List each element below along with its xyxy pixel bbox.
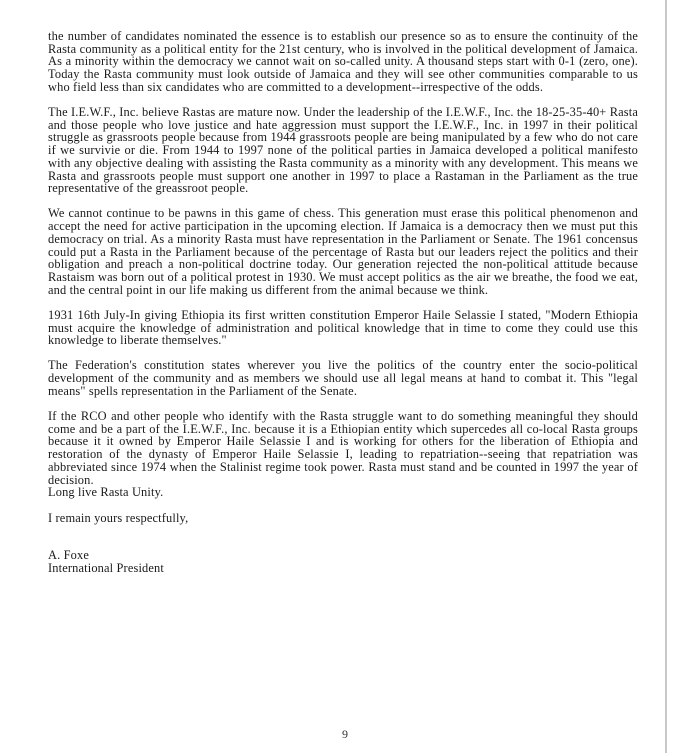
signatory-title: International President	[48, 560, 164, 575]
page-edge-divider	[665, 0, 667, 753]
signatory-name: A. Foxe	[48, 548, 89, 563]
paragraph-6: If the RCO and other people who identify with the Rasta struggle want to do something meaningful they should come and be a part of the I.E.W.F., Inc. because it is a Ethiopian entity which supercedes all co-local Rasta groups because it it owned by Emperor Haile Selassie I and is working for others for the liberation of Ethiopia and restoration of the dynasty of Emperor Haile Selassie I, leading to repatriation--seeing that repatriation was abbreviated since 1974 when the Stalinist regime took power. Rasta must stand and be counted in 1997 the year of decision.	[48, 409, 638, 487]
signature-block	[48, 549, 638, 574]
paragraph-3: We cannot continue to be pawns in this game of chess. This generation must erase this political phenomenon and accept the need for active participation in the upcoming election. If Jamaica is a democracy then we must put this democracy on trial. As a minority Rasta must have representation in the Parliament or Senate. The 1961 concensus could put a Rasta in the Parliament because of the percentage of Rasta but our leaders reject the politics and their obligation and preach a non-political doctrine today. Our generation rejected the non-political attitude because Rastaism was born out of a political protest in 1930. We must accept politics as the air we breathe, the food we eat, and the central point in our life making us different from the animal because we think.	[48, 206, 638, 297]
page-number: 9	[342, 727, 348, 741]
closing-line: I remain yours respectfully,	[48, 510, 189, 525]
paragraph-5: The Federation's constitution states wherever you live the politics of the country enter the socio-political development of the community and as members we should use all legal means at hand to combat it. This "legal means" spells representation in the Parliament of the Senate.	[48, 358, 638, 398]
slogan: Long live Rasta Unity.	[48, 485, 164, 500]
paragraph-4: 1931 16th July-In giving Ethiopia its first written constitution Emperor Haile Selassie I stated, "Modern Ethiopia must acquire the knowledge of administration and political knowledge that in time to come they could use this knowledge to liberate themselves."	[48, 307, 638, 348]
paragraph-2: The I.E.W.F., Inc. believe Rastas are mature now. Under the leadership of the I.E.W.F., Inc. the 18-25-35-40+ Rasta and those people who love justice and hate aggression must support the I.E.W.F., Inc. in 1997 in their political struggle as grassroots people because from 1944 grassroots people are being manipulated by a few who do not care if we survivie or die. From 1944 to 1997 none of the political parties in Jamaica developed a political manifesto with any objective dealing with assisting the Rasta community as a minority with any development. This means we Rasta and grassroots people must support one another in 1997 to place a Rastaman in the Parliament as the true representative of the greassroot people.	[48, 105, 638, 196]
letter-body	[48, 30, 638, 575]
paragraph-1: the number of candidates nominated the essence is to establish our presence so as to ensure the continuity of the Rasta community as a political entity for the 21st century, who is involved in the political development of Jamaica. As a minority within the democracy we cannot wait on so-called unity. A thousand steps start with 0-1 (zero, one). Today the Rasta community must look outside of Jamaica and they will see other communities comparable to us who field less than six candidates who are committed to a development--irrespective of the odds.	[48, 29, 638, 94]
